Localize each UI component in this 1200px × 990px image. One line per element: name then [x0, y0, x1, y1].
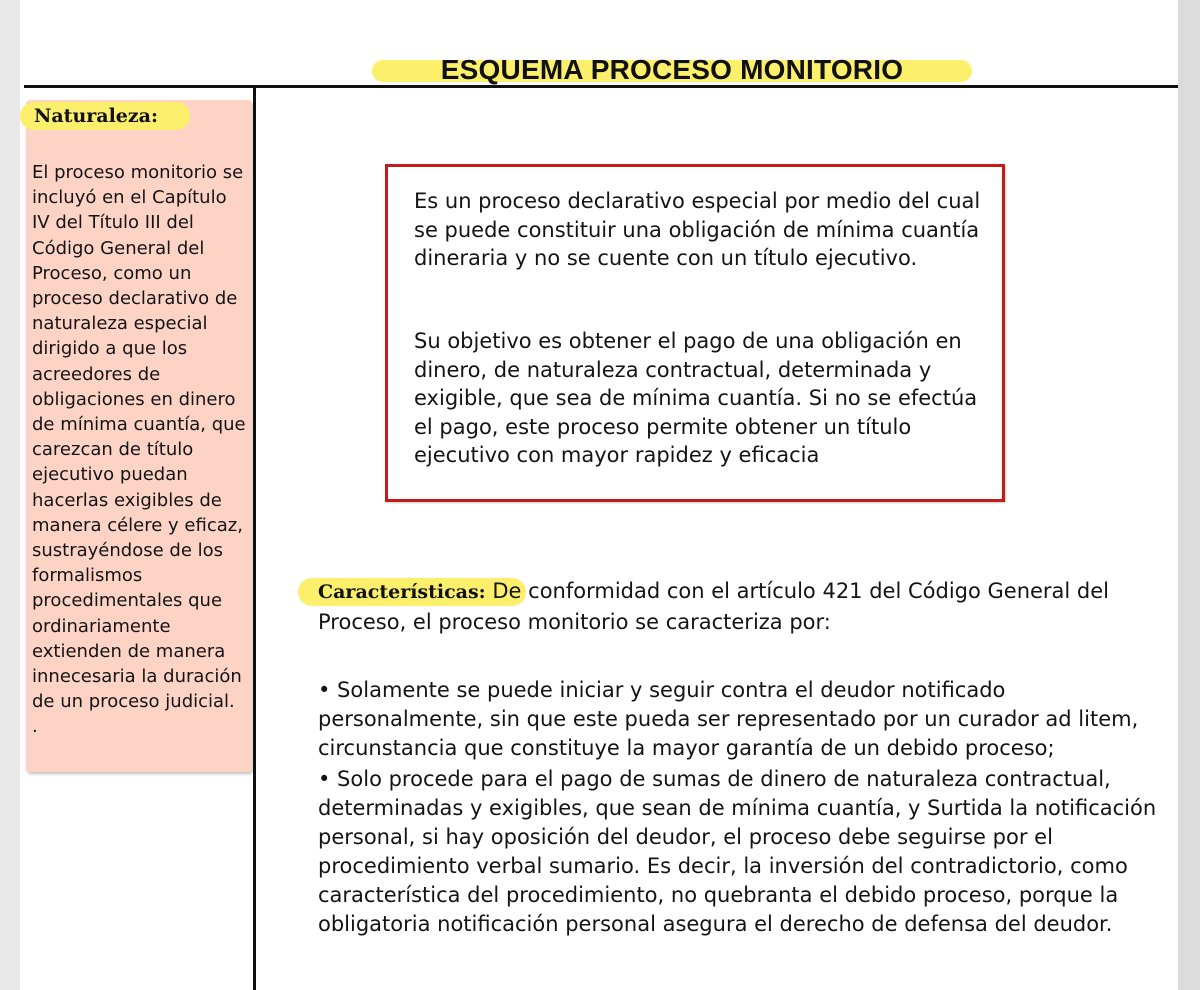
caracteristicas-section [318, 576, 1158, 637]
list-item: • Solo procede para el pago de sumas de dinero de naturaleza contractual, determinadas y exigibles, que sean de mínima cuantía, y Surtida la notificación personal, si hay oposición del deudor, el proceso debe seguirse por el procedimiento verbal sumario. Es decir, la inversión del contradictorio, como característica del procedimiento, no quebranta el debido proceso, porque la obligatoria notificación personal asegura el derecho de defensa del deudor. [318, 767, 1157, 936]
naturaleza-label: Naturaleza: [34, 105, 159, 127]
header-divider [24, 85, 1178, 88]
caracteristicas-label: Características: [318, 581, 486, 603]
caracteristicas-intro: De conformidad con el artículo 421 del Código General del Proceso, el proceso monitorio se caracteriza por: [318, 579, 1110, 634]
page-title: ESQUEMA PROCESO MONITORIO [440, 54, 904, 85]
caracteristicas-list [318, 676, 1158, 941]
title-block [372, 54, 972, 86]
column-divider [253, 85, 256, 990]
list-item: • Solamente se puede iniciar y seguir contra el deudor notificado personalmente, sin que este pueda ser representado por un curador ad litem, circunstancia que constituye la mayor garantía de un debido proceso; [318, 678, 1139, 760]
document-page [20, 0, 1178, 990]
definition-box [385, 164, 1005, 502]
viewer-gutter [1178, 0, 1200, 990]
definition-paragraph-2: Su objetivo es obtener el pago de una obligación en dinero, de naturaleza contractual, determinada y exigible, que sea de mínima cuantía. Si no se efectúa el pago, este proceso permite obtener un título ejecutivo con mayor rapidez y eficacia [414, 329, 978, 467]
naturaleza-text: El proceso monitorio se incluyó en el Capítulo IV del Título III del Código General del Proceso, como un proceso declarativo de naturaleza especial dirigido a que los acreedores de obligaciones en dinero de mínima cuantía, que carezcan de título ejecutivo puedan hacerlas exigibles de manera célere y eficaz, sustrayéndose de los formalismos procedimentales que ordinariamente extienden de manera innecesaria la duración de un proceso judicial. . [32, 162, 246, 738]
definition-paragraph-1: Es un proceso declarativo especial por medio del cual se puede constituir una obligación de mínima cuantía dineraria y no se cuente con un título ejecutivo. [414, 189, 981, 270]
